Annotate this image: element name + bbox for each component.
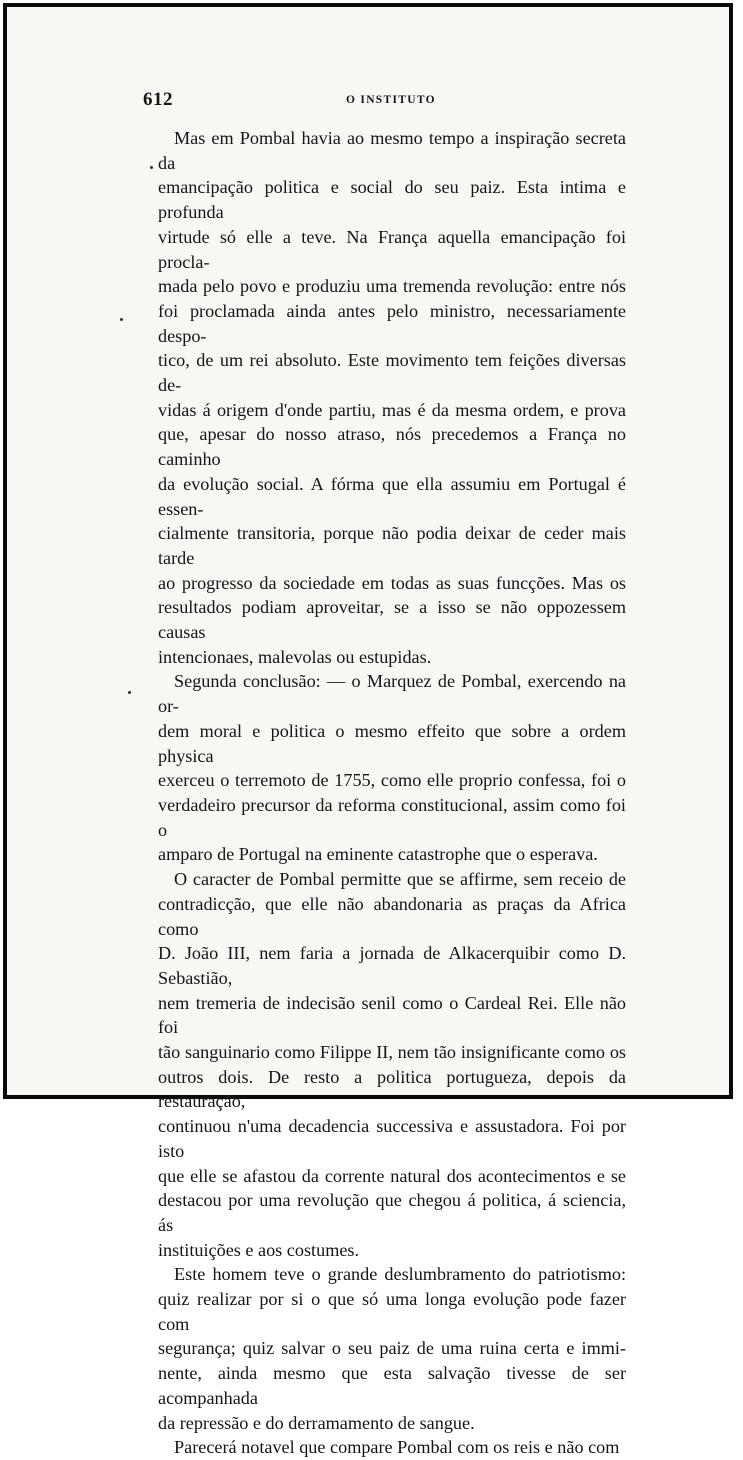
text-line: emancipação politica e social do seu paiz. Esta intima e profunda (158, 177, 626, 223)
text-line: Mas em Pombal havia ao mesmo tempo a inspiração secreta da (158, 128, 626, 173)
text-line: mada pelo povo e produziu uma tremenda revolução: entre nós (158, 276, 626, 297)
text-line: vidas á origem d'onde partiu, mas é da mesma ordem, e prova (158, 399, 626, 420)
text-line: exerceu o terremoto de 1755, como elle proprio confessa, foi o (158, 770, 626, 791)
text-line: tão sanguinario como Filippe II, nem tão insignificante como os (158, 1042, 626, 1063)
text-line: destacou por uma revolução que chegou á politica, á sciencia, ás (158, 1190, 626, 1235)
text-line: amparo de Portugal na eminente catastrophe que o esperava. (158, 844, 598, 865)
paragraph-1 (158, 126, 626, 669)
text-line: contradicção, que elle não abandonaria as praças da Africa como (158, 893, 626, 939)
text-line: Segunda conclusão: — o Marquez de Pombal, exercendo na or- (158, 671, 626, 717)
body-text (158, 126, 626, 1460)
text-line: verdadeiro precursor da reforma constitucional, assim como foi o (158, 794, 626, 840)
text-line: tico, de um rei absoluto. Este movimento tem feições diversas de- (158, 350, 626, 396)
text-line: continuou n'uma decadencia successiva e assustadora. Foi por isto (158, 1116, 626, 1161)
paragraph-4 (158, 1262, 626, 1435)
text-line: que elle se afastou da corrente natural dos acontecimentos e se (158, 1165, 626, 1186)
text-line: segurança; quiz salvar o seu paiz de uma ruina certa e immi- (158, 1338, 626, 1359)
paragraph-2 (158, 669, 626, 867)
text-line: instituições e aos costumes. (158, 1239, 360, 1260)
text-line: da evolução social. A fórma que ella assumiu em Portugal é essen- (158, 473, 626, 519)
text-line: quiz realizar por si o que só uma longa evolução pode fazer com (158, 1289, 626, 1334)
text-line: Este homem teve o grande deslumbramento do patriotismo: (174, 1264, 626, 1285)
text-line: D. João III, nem faria a jornada de Alkacerquibir como D. Sebastião, (158, 943, 626, 988)
page-number: 612 (143, 89, 173, 110)
text-line: O caracter de Pombal permitte que se affirme, sem receio de (174, 869, 626, 890)
text-line: outros dois. De resto a politica portugueza, depois da restauração, (158, 1066, 626, 1112)
running-title: O INSTITUTO (346, 94, 436, 106)
text-line: ao progresso da sociedade em todas as suas funcções. Mas os (158, 572, 626, 593)
paragraph-5 (158, 1435, 626, 1460)
print-speck (150, 166, 153, 169)
text-line: dem moral e politica o mesmo effeito que sobre a ordem physica (158, 720, 626, 766)
text-line: cialmente transitoria, porque não podia deixar de ceder mais tarde (158, 523, 626, 568)
print-speck (128, 691, 131, 694)
print-speck (120, 318, 123, 321)
text-line: intencionaes, malevolas ou estupidas. (158, 646, 432, 667)
text-line: resultados podiam aproveitar, se a isso se não oppozessem causas (158, 597, 626, 643)
paragraph-3 (158, 867, 626, 1262)
text-line: Parecerá notavel que compare Pombal com os reis e não com (174, 1437, 620, 1458)
text-line: foi proclamada ainda antes pelo ministro, necessariamente despo- (158, 300, 626, 346)
text-line: nem tremeria de indecisão senil como o Cardeal Rei. Elle não foi (158, 992, 626, 1038)
text-line: da repressão e do derramamento de sangue. (158, 1412, 475, 1433)
text-line: que, apesar do nosso atraso, nós precedemos a França no caminho (158, 424, 626, 470)
text-line: virtude só elle a teve. Na França aquella emancipação foi procla- (158, 226, 626, 272)
text-line: nente, ainda mesmo que esta salvação tivesse de ser acompanhada (158, 1363, 626, 1408)
